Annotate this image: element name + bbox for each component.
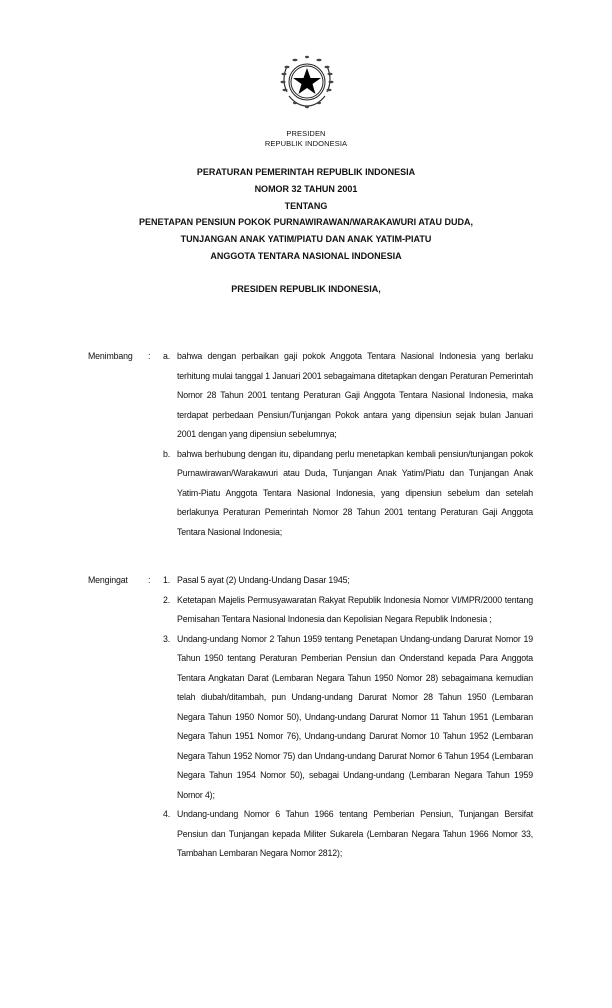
title-line: NOMOR 32 TAHUN 2001 xyxy=(254,183,358,194)
document-title xyxy=(0,164,612,265)
institution-country: REPUBLIK INDONESIA xyxy=(264,139,348,148)
section-label: Menimbang xyxy=(88,351,133,361)
section-colon: : xyxy=(148,351,151,361)
mengingat-section xyxy=(88,571,533,864)
item-marker: 4. xyxy=(163,809,171,819)
title-line: TENTANG xyxy=(284,200,328,211)
menimbang-section xyxy=(88,347,533,542)
item-text: Pasal 5 ayat (2) Undang-Undang Dasar 1945; xyxy=(177,575,350,585)
item-text: Undang-undang Nomor 2 Tahun 1959 tentang Penetapan Undang-undang Darurat Nomor 19 Tahun 1950 tentang Peraturan Pemberian Pensiun dan Onderstand kepada Para Anggota Tentara Angkatan Darat (Lembaran Negara Tahun 1950 Nomor 28) sebagaimana kemudian telah diubah/ditambah, pun Undang-undang Darurat Nomor 28 Tahun 1950 (Lembaran Negara Tahun 1950 Nomor 50), Undang-undang Darurat Nomor 11 Tahun 1951 (Lembaran Negara Tahun 1951 Nomor 76), Undang-undang Darurat Nomor 10 Tahun 1952 (Lembaran Negara Tahun 1952 Nomor 75) dan Undang-undang Darurat Nomor 6 Tahun 1954 (Lembaran Negara Tahun 1954 Nomor 50), sebagai Undang-undang (Lembaran Negara Tahun 1959 Nomor 4); xyxy=(177,633,533,800)
item-text: bahwa dengan perbaikan gaji pokok Anggota Tentara Nasional Indonesia yang berlaku terhitung mulai tanggal 1 Januari 2001 sebagaimana ditetapkan dengan Peraturan Pemerintah Nomor 28 Tahun 2001 tentang Peraturan Gaji Anggota Tentara Nasional Indonesia, maka terdapat perbedaan Pensiun/Tunjangan Pokok antara yang dipensiun sejak bulan Januari 2001 dengan yang dipensiun sebelumnya; xyxy=(177,351,533,439)
state-emblem-icon xyxy=(277,52,337,124)
section-label: Mengingat xyxy=(88,575,128,585)
list-item xyxy=(163,805,533,864)
title-line: PERATURAN PEMERINTAH REPUBLIK INDONESIA xyxy=(196,167,416,177)
item-marker: a. xyxy=(163,351,171,361)
item-marker: 2. xyxy=(163,594,171,605)
president-heading: PRESIDEN REPUBLIK INDONESIA, xyxy=(231,284,381,294)
item-marker: 1. xyxy=(163,575,171,585)
list-item xyxy=(163,630,533,806)
item-text: bahwa berhubung dengan itu, dipandang perlu menetapkan kembali pensiun/tunjangan pokok Purnawirawan/Warakawuri atau Duda, Tunjangan Anak Yatim/Piatu dan Tunjangan Anak Yatim-Piatu Anggota Tentara Nasional Indonesia, yang dipensiun sebelum dan setelah berlakunya Peraturan Pemerintah Nomor 28 Tahun 2001 tentang Peraturan Gaji Anggota Tentara Nasional Indonesia; xyxy=(177,448,533,537)
item-marker: b. xyxy=(163,448,171,459)
list-item xyxy=(163,347,533,445)
item-text: Undang-undang Nomor 6 Tahun 1966 tentang Pemberian Pensiun, Tunjangan Bersifat Pensiun dan Tunjangan kepada Militer Sukarela (Lembaran Negara Tahun 1966 Nomor 33, Tambahan Lembaran Negara Nomor 2812); xyxy=(177,809,533,858)
section-colon: : xyxy=(148,575,151,585)
title-line: TUNJANGAN ANAK YATIM/PIATU DAN ANAK YATIM-PIATU xyxy=(180,234,432,245)
title-line: PENETAPAN PENSIUN POKOK PURNAWIRAWAN/WARAKAWURI ATAU DUDA, xyxy=(138,217,473,228)
list-item xyxy=(163,571,533,591)
institution-name: PRESIDEN xyxy=(286,129,326,138)
item-text: Ketetapan Majelis Permusyawaratan Rakyat Republik Indonesia Nomor VI/MPR/2000 tentang Pemisahan Tentara Nasional Indonesia dan Kepolisian Negara Republik Indonesia ; xyxy=(177,594,533,624)
list-item xyxy=(163,445,533,543)
list-item xyxy=(163,591,533,630)
item-marker: 3. xyxy=(163,633,171,644)
title-line: ANGGOTA TENTARA NASIONAL INDONESIA xyxy=(210,250,402,261)
